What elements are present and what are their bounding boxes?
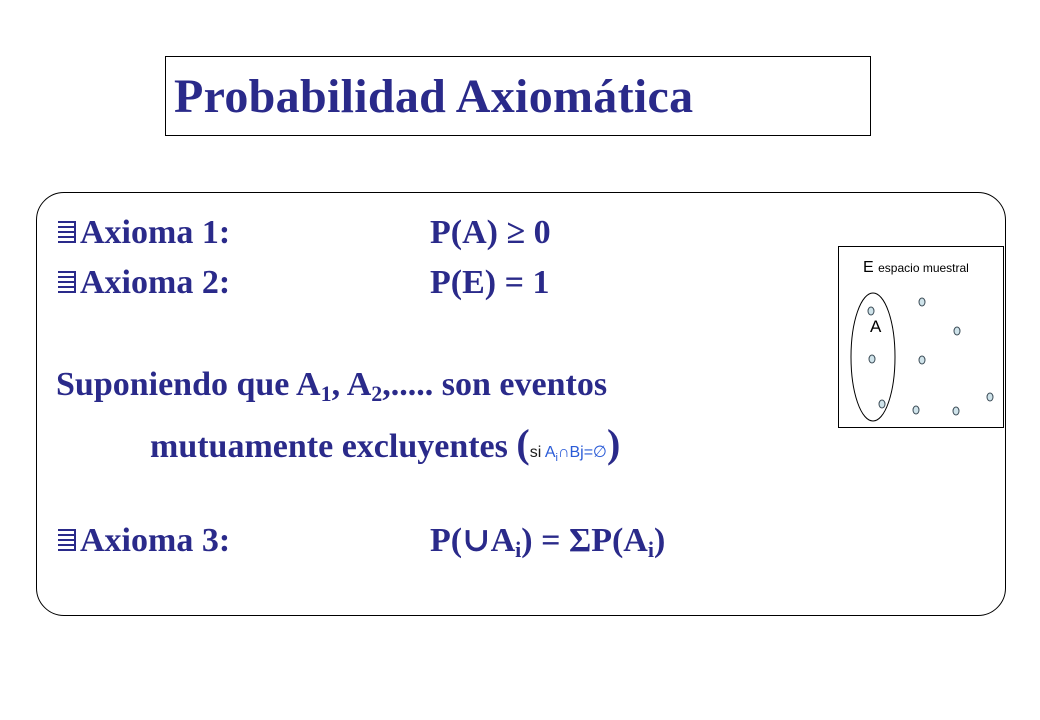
suppose-sub-2: 2 bbox=[371, 381, 383, 406]
sample-point bbox=[953, 407, 959, 415]
sigma-symbol: Σ bbox=[568, 522, 592, 559]
title-box bbox=[165, 56, 871, 136]
cond-a: A bbox=[544, 444, 556, 461]
f-e: ) bbox=[654, 522, 666, 559]
axiom-2-formula: P(E) = 1 bbox=[430, 264, 550, 301]
cond-si: si bbox=[529, 444, 545, 461]
cond-rest: ∩Bj=∅ bbox=[557, 444, 607, 461]
axiom-2-label: Axioma 2: bbox=[80, 264, 231, 301]
axiom-1-formula: P(A) ≥ 0 bbox=[430, 214, 551, 251]
bullet-icon bbox=[58, 221, 76, 243]
suppose-line-1 bbox=[56, 366, 607, 407]
suppose-text-line2: mutuamente excluyentes bbox=[150, 428, 517, 465]
f-b: A bbox=[490, 522, 516, 559]
f-a: P( bbox=[430, 522, 463, 559]
bullet-icon bbox=[58, 529, 76, 551]
suppose-text-c: ,..... son eventos bbox=[382, 366, 608, 403]
sample-space-diagram bbox=[838, 246, 1004, 428]
e-label: E bbox=[863, 259, 874, 276]
sample-space-label bbox=[863, 259, 969, 277]
sample-point bbox=[919, 298, 925, 306]
sample-point bbox=[919, 356, 925, 364]
f-c: ) = bbox=[521, 522, 569, 559]
sample-point bbox=[987, 393, 993, 401]
axiom-3-label: Axioma 3: bbox=[80, 522, 231, 559]
cond-sub: i bbox=[555, 452, 558, 465]
sample-point bbox=[868, 307, 874, 315]
close-paren: ) bbox=[606, 421, 621, 466]
sample-point bbox=[869, 355, 875, 363]
sample-point bbox=[913, 406, 919, 414]
axiom-2-line bbox=[58, 264, 549, 302]
axiom-1-label: Axioma 1: bbox=[80, 214, 231, 251]
open-paren: ( bbox=[516, 421, 530, 466]
page-title: Probabilidad Axiomática bbox=[174, 70, 694, 123]
f-sub-2: i bbox=[647, 537, 654, 562]
union-symbol: ∪ bbox=[462, 522, 491, 559]
axiom-3-formula bbox=[430, 522, 666, 562]
axiom-1-line bbox=[58, 214, 551, 252]
e-small-label: espacio muestral bbox=[878, 261, 969, 275]
suppose-text-a: Suponiendo que A bbox=[56, 366, 321, 403]
sample-point bbox=[954, 327, 960, 335]
f-d: P(A bbox=[591, 522, 648, 559]
suppose-text-b: , A bbox=[331, 366, 372, 403]
suppose-sub-1: 1 bbox=[320, 381, 332, 406]
disjoint-condition bbox=[529, 444, 607, 465]
sample-point bbox=[879, 400, 885, 408]
f-sub-1: i bbox=[515, 537, 522, 562]
suppose-line-2 bbox=[150, 420, 620, 467]
event-a-label: A bbox=[870, 317, 882, 336]
bullet-icon bbox=[58, 271, 76, 293]
axiom-3-line bbox=[58, 520, 665, 563]
